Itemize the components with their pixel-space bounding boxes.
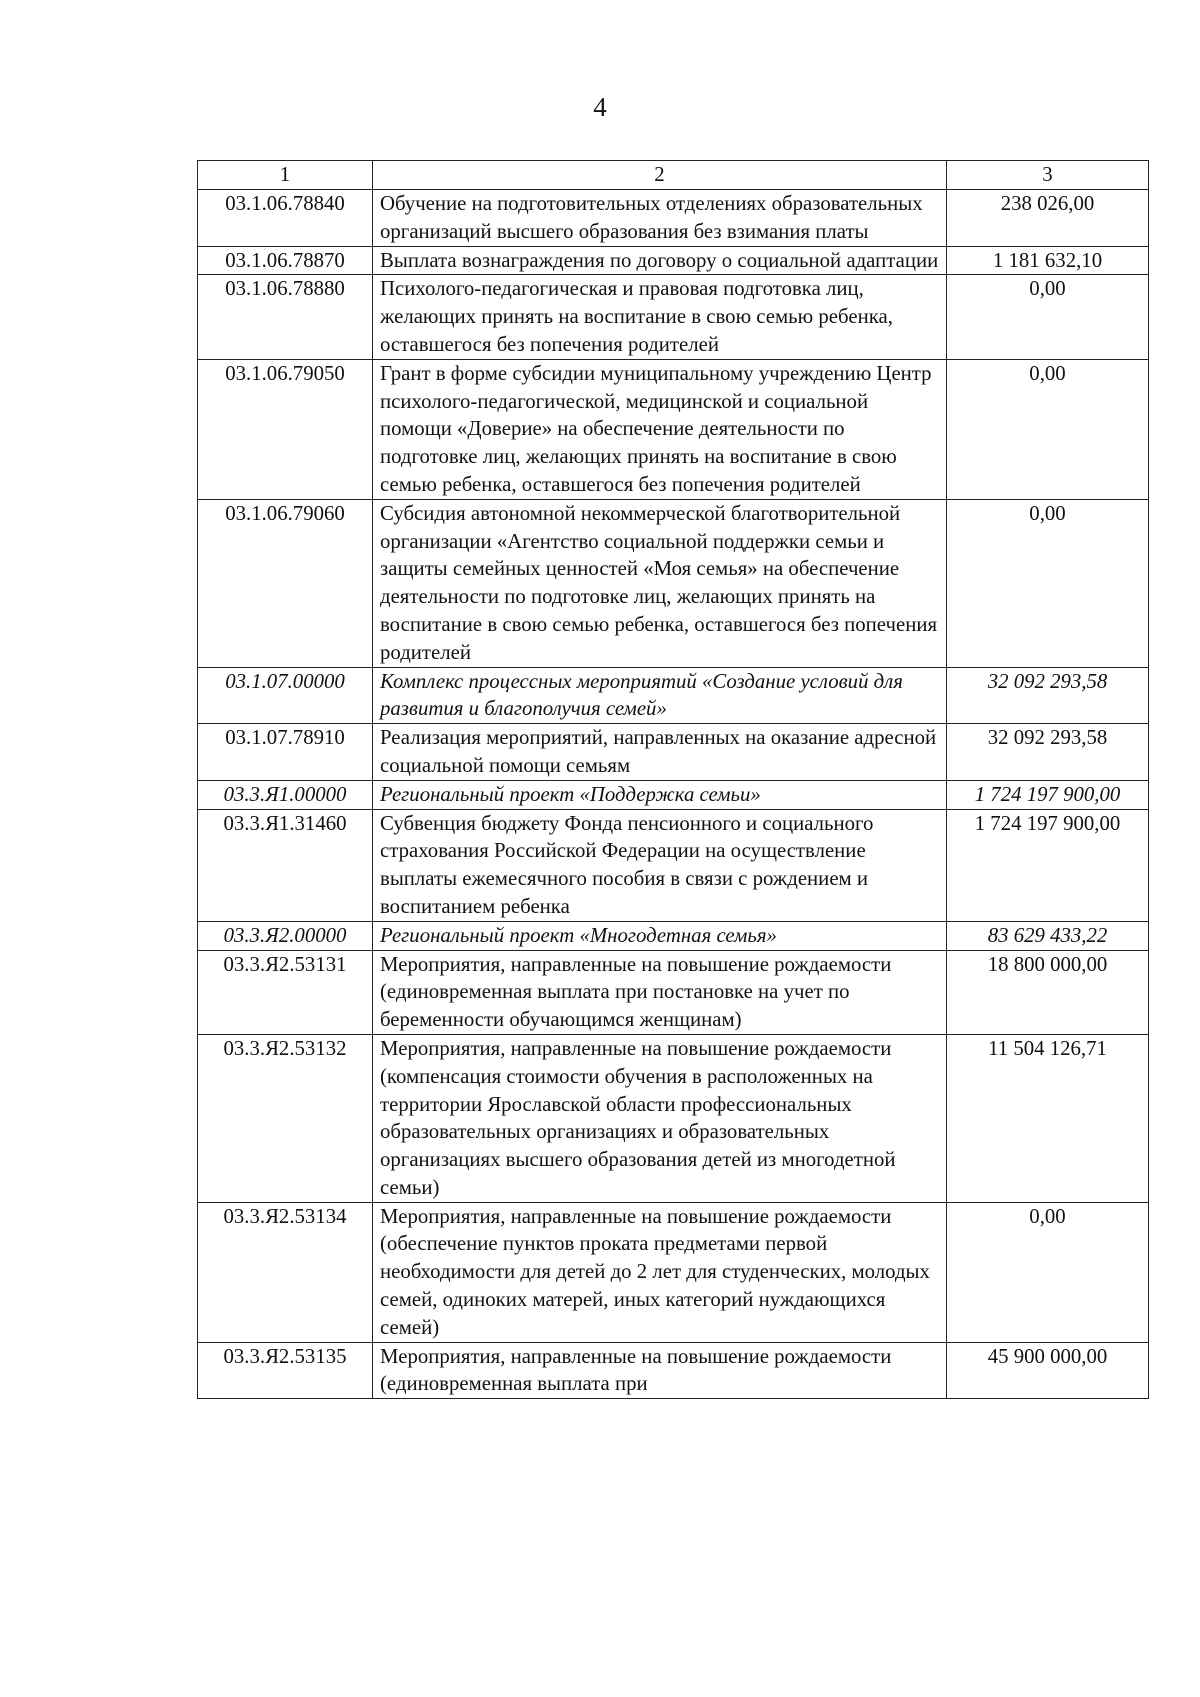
description-cell: Реализация мероприятий, направленных на оказание адресной социальной помощи семьям	[373, 724, 947, 781]
amount-cell: 83 629 433,22	[947, 921, 1149, 950]
table-row	[198, 499, 1149, 667]
table-row	[198, 1034, 1149, 1202]
table-row	[198, 1202, 1149, 1342]
column-header-3: 3	[947, 161, 1149, 190]
page-number: 4	[593, 92, 607, 122]
column-header-1: 1	[198, 161, 373, 190]
description-cell: Обучение на подготовительных отделениях образовательных организаций высшего образования без взимания платы	[373, 190, 947, 247]
table-row	[198, 190, 1149, 247]
amount-cell: 1 724 197 900,00	[947, 780, 1149, 809]
description-cell: Психолого-педагогическая и правовая подготовка лиц, желающих принять на воспитание в свою семью ребенка, оставшегося без попечения родителей	[373, 275, 947, 359]
column-header-2: 2	[373, 161, 947, 190]
description-cell: Мероприятия, направленные на повышение рождаемости (единовременная выплата при	[373, 1342, 947, 1399]
table-row	[198, 275, 1149, 359]
code-cell: 03.1.06.79050	[198, 359, 373, 499]
amount-cell: 32 092 293,58	[947, 724, 1149, 781]
description-cell: Грант в форме субсидии муниципальному учреждению Центр психолого-педагогической, медицинской и социальной помощи «Доверие» на обеспечение деятельности по подготовке лиц, желающих принять на воспитание в свою семью ребенка, оставшегося без попечения родителей	[373, 359, 947, 499]
amount-cell: 0,00	[947, 359, 1149, 499]
amount-cell: 32 092 293,58	[947, 667, 1149, 724]
description-cell: Мероприятия, направленные на повышение рождаемости (единовременная выплата при постановке на учет по беременности обучающимся женщинам)	[373, 950, 947, 1034]
description-cell: Мероприятия, направленные на повышение рождаемости (компенсация стоимости обучения в расположенных на территории Ярославской области профессиональных образовательных организациях и образовательных организациях высшего образования детей из многодетной семьи)	[373, 1034, 947, 1202]
header-row	[198, 161, 1149, 190]
code-cell: 03.1.07.00000	[198, 667, 373, 724]
description-cell: Мероприятия, направленные на повышение рождаемости (обеспечение пунктов проката предметами первой необходимости для детей до 2 лет для студенческих, молодых семей, одиноких матерей, иных категорий нуждающихся семей)	[373, 1202, 947, 1342]
code-cell: 03.3.Я2.53131	[198, 950, 373, 1034]
code-cell: 03.3.Я2.53132	[198, 1034, 373, 1202]
table-row	[198, 1342, 1149, 1399]
description-cell: Субсидия автономной некоммерческой благотворительной организации «Агентство социальной поддержки семьи и защиты семейных ценностей «Моя семья» на обеспечение деятельности по подготовке лиц, желающих принять на воспитание в свою семью ребенка, оставшегося без попечения родителей	[373, 499, 947, 667]
code-cell: 03.3.Я2.00000	[198, 921, 373, 950]
amount-cell: 11 504 126,71	[947, 1034, 1149, 1202]
amount-cell: 0,00	[947, 499, 1149, 667]
table-row	[198, 780, 1149, 809]
table-row	[198, 246, 1149, 275]
amount-cell: 0,00	[947, 1202, 1149, 1342]
amount-cell: 18 800 000,00	[947, 950, 1149, 1034]
description-cell: Комплекс процессных мероприятий «Создание условий для развития и благополучия семей»	[373, 667, 947, 724]
description-cell: Субвенция бюджету Фонда пенсионного и социального страхования Российской Федерации на осуществление выплаты ежемесячного пособия в связи с рождением и воспитанием ребенка	[373, 809, 947, 921]
code-cell: 03.1.06.78880	[198, 275, 373, 359]
table-row	[198, 921, 1149, 950]
table-row	[198, 809, 1149, 921]
code-cell: 03.3.Я1.31460	[198, 809, 373, 921]
code-cell: 03.1.06.78870	[198, 246, 373, 275]
table-row	[198, 950, 1149, 1034]
code-cell: 03.3.Я2.53135	[198, 1342, 373, 1399]
description-cell: Выплата вознаграждения по договору о социальной адаптации	[373, 246, 947, 275]
code-cell: 03.1.06.79060	[198, 499, 373, 667]
table-row	[198, 359, 1149, 499]
code-cell: 03.3.Я1.00000	[198, 780, 373, 809]
amount-cell: 1 181 632,10	[947, 246, 1149, 275]
table-row	[198, 724, 1149, 781]
description-cell: Региональный проект «Многодетная семья»	[373, 921, 947, 950]
amount-cell: 45 900 000,00	[947, 1342, 1149, 1399]
description-cell: Региональный проект «Поддержка семьи»	[373, 780, 947, 809]
budget-table	[197, 160, 1149, 1399]
amount-cell: 238 026,00	[947, 190, 1149, 247]
code-cell: 03.3.Я2.53134	[198, 1202, 373, 1342]
code-cell: 03.1.06.78840	[198, 190, 373, 247]
code-cell: 03.1.07.78910	[198, 724, 373, 781]
amount-cell: 0,00	[947, 275, 1149, 359]
amount-cell: 1 724 197 900,00	[947, 809, 1149, 921]
table-row	[198, 667, 1149, 724]
